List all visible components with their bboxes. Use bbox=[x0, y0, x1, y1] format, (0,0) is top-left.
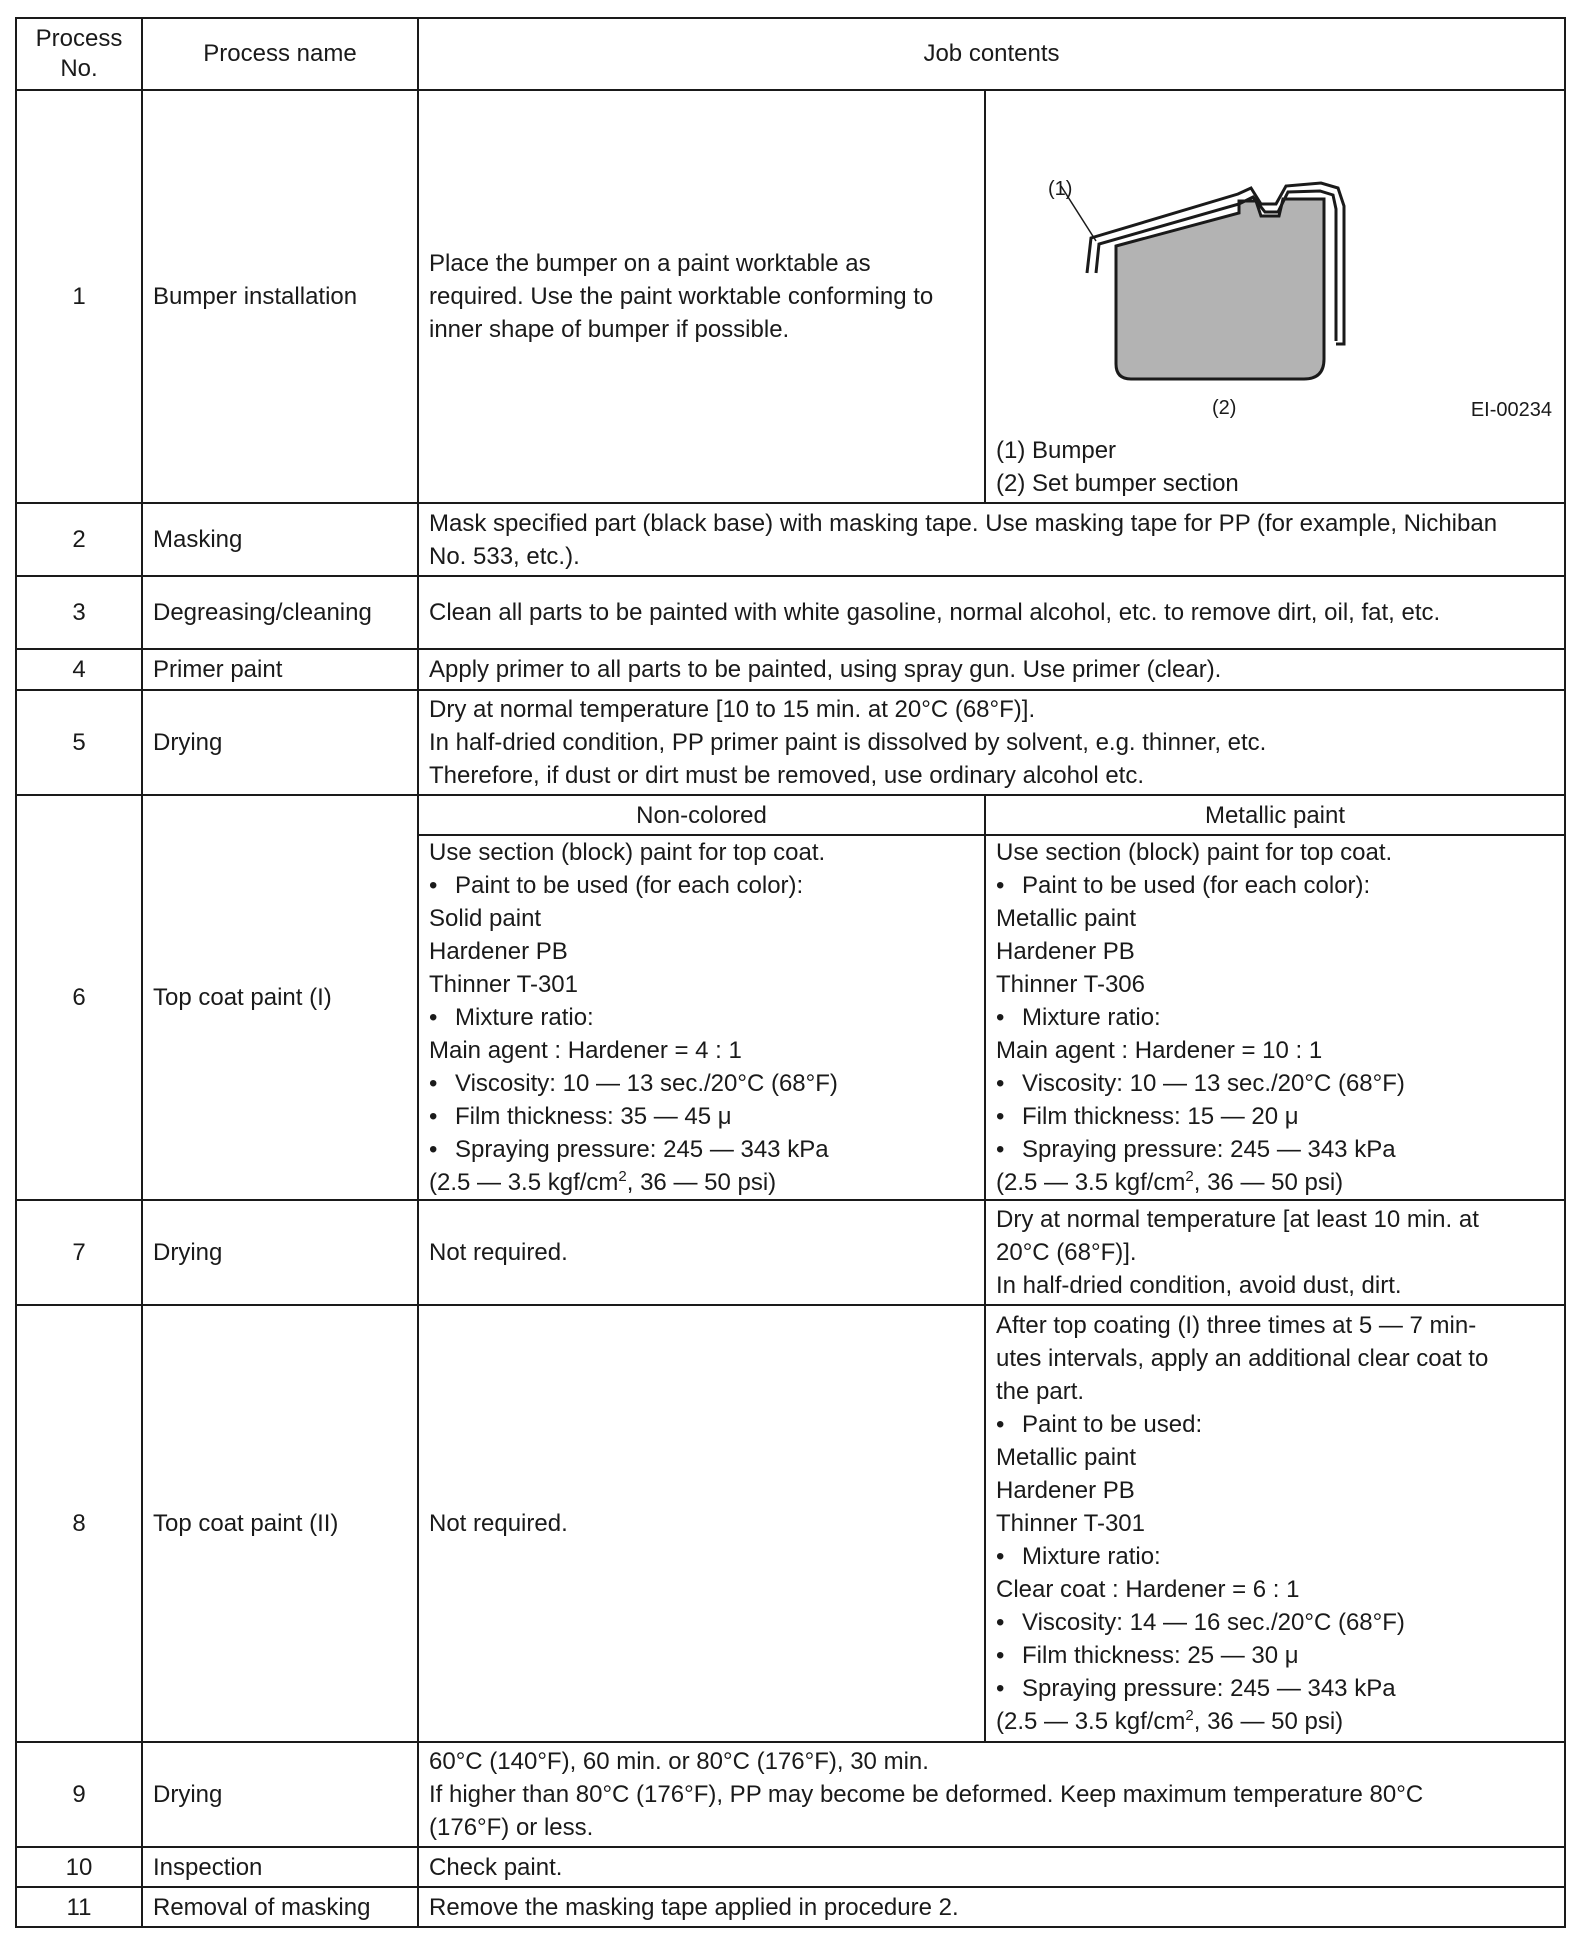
table-row bbox=[16, 576, 1565, 649]
process-name: Primer paint bbox=[142, 649, 418, 690]
table-row bbox=[16, 1887, 1565, 1927]
table-row bbox=[16, 90, 1565, 503]
process-name: Drying bbox=[142, 690, 418, 795]
bumper-figure-cell bbox=[985, 90, 1565, 503]
table-row bbox=[16, 649, 1565, 690]
table-row bbox=[16, 1847, 1565, 1887]
table-row bbox=[16, 503, 1565, 576]
table-row bbox=[16, 1305, 1565, 1742]
process-no: 7 bbox=[16, 1200, 142, 1305]
process-name: Degreasing/cleaning bbox=[142, 576, 418, 649]
process-name: Drying bbox=[142, 1742, 418, 1847]
process-name: Masking bbox=[142, 503, 418, 576]
process-no: 9 bbox=[16, 1742, 142, 1847]
job-text-non-colored: Not required. bbox=[418, 1200, 985, 1305]
process-no: 11 bbox=[16, 1887, 142, 1927]
process-no: 6 bbox=[16, 795, 142, 1200]
legend-item: (2) Set bumper section bbox=[996, 470, 1239, 497]
callout-2-label: (2) bbox=[1212, 397, 1237, 419]
header-process-no: Process No. bbox=[16, 18, 142, 90]
job-text: Apply primer to all parts to be painted, using spray gun. Use primer (clear). bbox=[418, 649, 1565, 690]
job-text: Dry at normal temperature [10 to 15 min. at 20°C (68°F)]. In half-dried condition, PP primer paint is dissolved by solvent, e.g. thinner, etc. Therefore, if dust or dirt must be removed, use ordinary alcohol etc. bbox=[418, 690, 1565, 795]
process-no: 10 bbox=[16, 1847, 142, 1887]
job-text-non-colored: Not required. bbox=[418, 1305, 985, 1742]
job-text: Clean all parts to be painted with white gasoline, normal alcohol, etc. to remove dirt, oil, fat, etc. bbox=[418, 576, 1565, 649]
job-text-metallic: After top coating (I) three times at 5 — 7 min- utes intervals, apply an additional clear coat to the part. • Paint to be used: Metallic paint Hardener PB Thinner T-301 • Mixture ratio: Clear coat : Hardener = 6 : 1 • Viscosity: 14 — 16 sec./20°C (68°F) • Film thickness: 25 — 30 μ • Spraying pressure: 245 — 343 kPa (2.5 — 3.5 kgf/$cm^2$, 36 — 50 psi) bbox=[985, 1305, 1565, 1742]
table-row bbox=[16, 1200, 1565, 1305]
process-no: 3 bbox=[16, 576, 142, 649]
table-row bbox=[16, 1742, 1565, 1847]
callout-1-label: (1) bbox=[1048, 178, 1073, 200]
table-row bbox=[16, 690, 1565, 795]
process-no: 5 bbox=[16, 690, 142, 795]
process-no: 1 bbox=[16, 90, 142, 503]
process-name: Bumper installation bbox=[142, 90, 418, 503]
header-process-name: Process name bbox=[142, 18, 418, 90]
job-text-metallic: Use section (block) paint for top coat. • Paint to be used (for each color): Metallic paint Hardener PB Thinner T-306 • Mixture ratio: Main agent : Hardener = 10 : 1 • Viscosity: 10 — 13 sec./20°C (68°F) • Film thickness: 15 — 20 μ • Spraying pressure: 245 — 343 kPa (2.5 — 3.5 kgf/$cm^2$, 36 — 50 psi) bbox=[985, 835, 1565, 1200]
table-row bbox=[16, 795, 1565, 835]
process-name: Drying bbox=[142, 1200, 418, 1305]
legend-item: (1) Bumper bbox=[996, 437, 1117, 464]
process-name: Inspection bbox=[142, 1847, 418, 1887]
job-text: Check paint. bbox=[418, 1847, 1565, 1887]
subheader-metallic-paint: Metallic paint bbox=[985, 795, 1565, 835]
set-bumper-section-shape bbox=[1116, 199, 1324, 379]
figure-code: EI-00234 bbox=[1470, 399, 1552, 421]
job-text: Place the bumper on a paint worktable as required. Use the paint worktable conforming to inner shape of bumper if possible. bbox=[418, 90, 985, 503]
job-text: Remove the masking tape applied in procedure 2. bbox=[418, 1887, 1565, 1927]
header-row bbox=[16, 18, 1565, 90]
process-table-sheet bbox=[15, 17, 1564, 1928]
process-name: Top coat paint (I) bbox=[142, 795, 418, 1200]
process-no: 8 bbox=[16, 1305, 142, 1742]
job-text-non-colored: Use section (block) paint for top coat. • Paint to be used (for each color): Solid paint Hardener PB Thinner T-301 • Mixture ratio: Main agent : Hardener = 4 : 1 • Viscosity: 10 — 13 sec./20°C (68°F) • Film thickness: 35 — 45 μ • Spraying pressure: 245 — 343 kPa (2.5 — 3.5 kgf/$cm^2$, 36 — 50 psi) bbox=[418, 835, 985, 1200]
job-text: 60°C (140°F), 60 min. or 80°C (176°F), 30 min. If higher than 80°C (176°F), PP may become be deformed. Keep maximum temperature 80°C (176°F) or less. bbox=[418, 1742, 1565, 1847]
job-text-metallic: Dry at normal temperature [at least 10 min. at 20°C (68°F)]. In half-dried condition, avoid dust, dirt. bbox=[985, 1200, 1565, 1305]
job-text: Mask specified part (black base) with masking tape. Use masking tape for PP (for example, Nichiban No. 533, etc.). bbox=[418, 503, 1565, 576]
subheader-non-colored: Non-colored bbox=[418, 795, 985, 835]
header-job-contents: Job contents bbox=[418, 18, 1565, 90]
process-name: Removal of masking bbox=[142, 1887, 418, 1927]
process-table bbox=[15, 17, 1566, 1928]
process-no: 2 bbox=[16, 503, 142, 576]
process-no: 4 bbox=[16, 649, 142, 690]
figure-legend bbox=[996, 434, 1239, 500]
process-name: Top coat paint (II) bbox=[142, 1305, 418, 1742]
